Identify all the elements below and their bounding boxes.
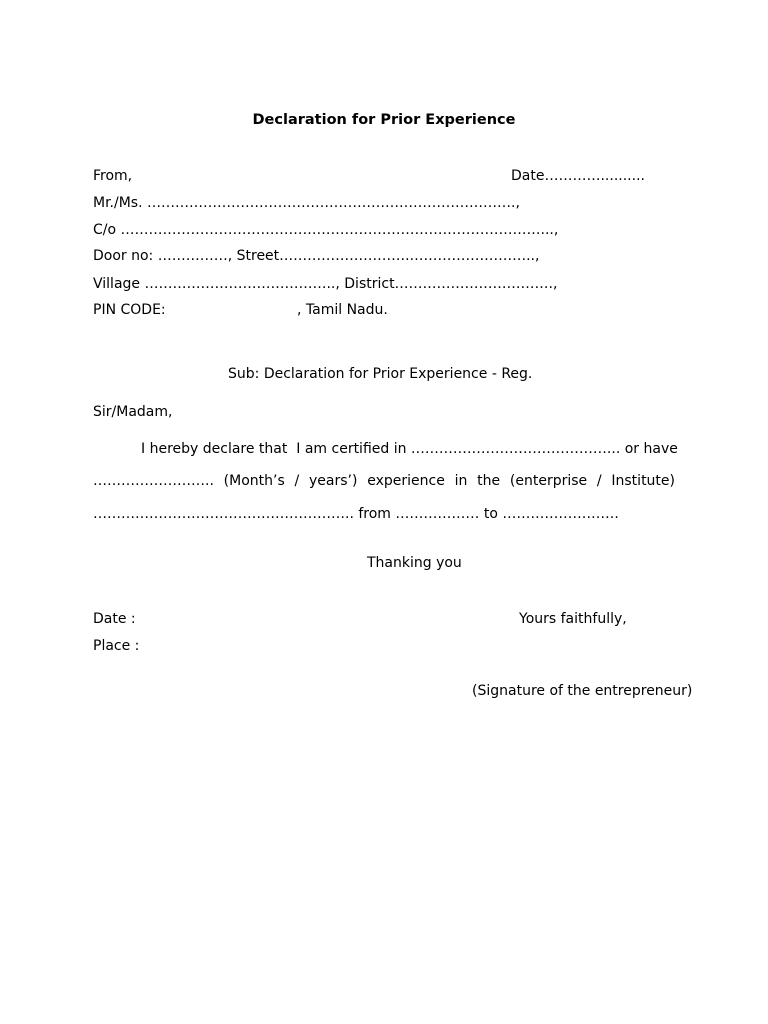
pin-code-label: PIN CODE:: [93, 302, 166, 318]
body-word: the: [477, 473, 501, 489]
body-line-1: I hereby declare that I am certified in ……………………………………... or have: [141, 441, 678, 457]
body-word: ……………………..: [93, 473, 214, 489]
body-word: (enterprise: [509, 473, 588, 489]
body-word: experience: [367, 473, 445, 489]
body-word: /: [294, 473, 300, 489]
village-district-line: Village ………………………………….., District…………………………….,: [93, 276, 558, 292]
footer-date-label: Date :: [93, 611, 136, 627]
date-line: Date…………..........: [511, 168, 645, 184]
body-line-2: [93, 472, 675, 490]
body-word: /: [596, 473, 602, 489]
body-word: in: [454, 473, 468, 489]
state-text: , Tamil Nadu.: [297, 302, 388, 318]
body-word: years’): [309, 473, 358, 489]
closing-text: Thanking you: [367, 555, 462, 571]
care-of-line: C/o ………………………………………………………………………………...,: [93, 222, 559, 238]
salutation: Sir/Madam,: [93, 404, 173, 420]
name-line: Mr./Ms. …………………………………………………………………….,: [93, 195, 520, 211]
door-street-line: Door no: ……………, Street………………………..……………………..,: [93, 248, 540, 264]
footer-place-label: Place :: [93, 638, 140, 654]
body-word: (Month’s: [223, 473, 285, 489]
body-word: Institute): [611, 473, 675, 489]
signature-caption: (Signature of the entrepreneur): [472, 683, 693, 699]
subject-line: Sub: Declaration for Prior Experience - Reg.: [228, 366, 533, 382]
document-title: Declaration for Prior Experience: [252, 112, 516, 128]
yours-faithfully: Yours faithfully,: [519, 611, 627, 627]
body-line-3: ……………………………………………….. from ……………… to …………………….: [93, 506, 619, 522]
from-label: From,: [93, 168, 133, 184]
